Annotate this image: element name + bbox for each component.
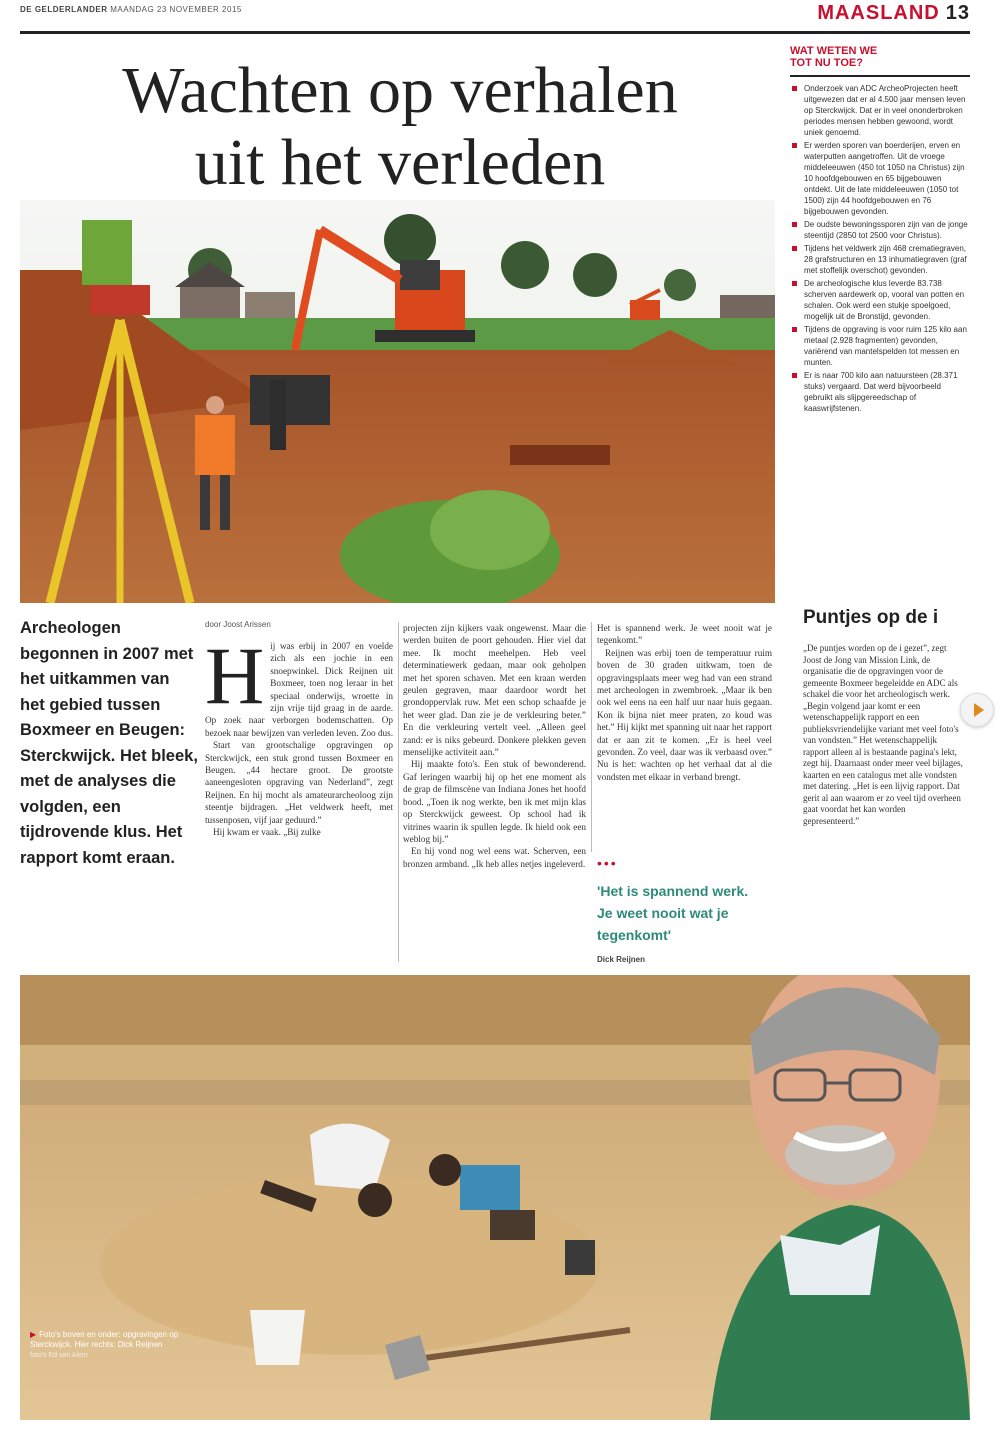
intro-text: Archeologen begonnen in 2007 met het uitkammen van het gebied tussen Boxmeer en Beugen: Sterckwijck. Het bleek, met de analyses die volgden, een tijdrovende klus. Het rapport komt eraan. (20, 619, 198, 867)
excavation-site-illustration (20, 200, 775, 603)
byline: door Joost Arissen (205, 620, 271, 629)
article-paragraph: En hij vond nog wel eens wat. Scherven, een bronzen armband. „Ik heb alles netjes ingeleverd. (403, 846, 586, 869)
header-rule (20, 31, 970, 34)
sidebar-heading-line-1: WAT WETEN WE (790, 45, 878, 57)
sidebar-facts (790, 45, 970, 416)
article-paragraph: Hij maakte foto's. Een stuk of bewonderend. Gaf leringen waarbij hij op het ene moment als de grap de filmscène van Indiana Jones het hoofd bood. „Toen ik nog werkte, ben ik met mijn klas op Sterckwijck geweest. Op school had ik vitrines waarin ik spullen legde. Ik hield ook een weblog bij.” (403, 759, 586, 844)
column-divider (591, 622, 592, 852)
fact-item: Tijdens de opgraving is voor ruim 125 kilo aan metaal (2.928 fragmenten) gevonden, variërend van mantelspelden tot messen en munten. (790, 324, 970, 368)
photo-credit: foto's Ed van Alem (30, 1352, 88, 1359)
next-page-arrow-icon[interactable] (960, 693, 994, 727)
sidebar-rule (790, 75, 970, 77)
article-column-1 (205, 630, 394, 839)
photo-excavation-site (20, 200, 775, 603)
section-header (817, 2, 970, 25)
sidebar-subhead: Puntjes op de i (803, 607, 939, 628)
caption-text: Foto's boven en onder: opgravingen op Sterckwijck. Hier rechts: Dick Reijnen (30, 1330, 179, 1349)
article-column-2 (403, 622, 586, 870)
photo-caption (30, 1330, 180, 1361)
masthead-info (20, 5, 242, 14)
fact-item: De archeologische klus leverde 83.738 scherven aardewerk op, vooral van potten en schalen. Ook werd een stukje spoelgoed, mogelijk uit de Bronstijd, gevonden. (790, 278, 970, 322)
article-paragraph: Het is spannend werk. Je weet nooit wat je tegenkomt.” (597, 623, 772, 646)
headline-line-1: Wachten op verhalen (122, 54, 678, 127)
fact-item: Er is naar 700 kilo aan natuursteen (28.371 stuks) vergaard. Dat werd bijvoorbeeld gebruikt als slijpgereedschap of kaaswrijfstenen. (790, 370, 970, 414)
sidebar-heading (790, 45, 970, 69)
issue-date: MAANDAG 23 NOVEMBER 2015 (110, 5, 242, 14)
fact-item: Er werden sporen van boerderijen, erven en waterputten aangetroffen. Uit de vroege middeleeuwen (450 tot 1050 na Christus) zijn 10 hoofdgebouwen en 65 bijgebouwen ontdekt. Uit de late middeleeuwen (1050 tot 1500) zijn 44 hoofdgebouwen en 76 bijgebouwen gevonden. (790, 140, 970, 217)
fact-item: Onderzoek van ADC ArcheoProjecten heeft uitgewezen dat er al 4.500 jaar mensen leven op Sterckwijck. Dat er in veel ononderbroken periodes mensen hebben gewoond, wordt uniek genoemd. (790, 83, 970, 138)
column-divider (398, 622, 399, 962)
section-name: MAASLAND (817, 2, 940, 24)
sidebar-body: „De puntjes worden op de i gezet”, zegt Joost de Jong van Mission Link, de organisatie die de opgravingen voor de gemeente Boxmeer begeleidde en ADC als schakel die voor het archeologisch werk. „Begin volgend jaar komt er een wetenschappelijk rapport en een publieksvriendelijke variant met veel foto's van vondsten.” Het wetenschappelijk rapport alleen al is bestaande pagina's lekt, zegt hij. Daarnaast onder meer veel bijlages, kaarten en een catalogus met alle vondsten met datering. „Het is een lijvig rapport. Dat gerit al aan waarom er zo veel tijd overheen gaat voordat het kan worden gepresenteerd.” (803, 643, 963, 826)
pullquote: 'Het is spannend werk. Je weet nooit wat je tegenkomt' (597, 883, 749, 943)
article-paragraph: Reijnen was erbij toen de temperatuur ruim boven de 30 graden uitkwam, toen de opgravingsplaats meer weg had van een strand met archeologen in zwembroek. „Maar ik ben ook wel eens na een half uur naar huis gegaan. Kon ik bijna niet meer praten, zo koud was het.” Hij kijkt met spanning uit naar het rapport dat er aan zit te komen. „Er is heel veel gevonden. Zo veel, daar was ik verbaasd over.” Nu is het: wachten op het verhaal dat al die vondsten met elkaar in verband brengt. (597, 647, 772, 782)
fact-item: De oudste bewoningssporen zijn van de jonge steentijd (2850 tot 2500 voor Christus). (790, 219, 970, 241)
article-column-3 (597, 622, 772, 783)
article-paragraph: ij was erbij in 2007 en voelde zich als een jochie in een snoepwinkel. Dick Reijnen uit Boxmeer, toen nog leraar in het speciaal onderwijs, wroette in zijn vrije tijd graag in de aarde. Op zoek naar verborgen bodemschatten. Op bezoek naar bewijzen van verleden leven. Zoo dus. (205, 641, 394, 738)
headline-line-2: uit het verleden (194, 126, 606, 199)
article-paragraph: projecten zijn kijkers vaak ongewenst. Maar die werden buiten de poort gehouden. Hier viel dat mee. Ik mocht meehelpen. Heb veel determinatiewerk gedaan, maar ook geholpen met het sporen schaven. Met een kraan werden geulen gegraven, maar daardoor wordt het grondoppervlak ruw. Met een schop schaafde je het weer glad. Dan zie je de verkleuring beter.” En die verkleuring vertelt veel. „Alleen geel zand: er is niks gebeurd. Donkere plekken geven menselijke activiteit aan.” (403, 623, 586, 758)
caption-marker-icon: ▶ (30, 1330, 37, 1339)
pullquote-dots: ••• (597, 855, 618, 871)
article-paragraph: Hij kwam er vaak. „Bij zulke (213, 827, 321, 838)
paper-name: DE GELDERLANDER (20, 5, 108, 14)
article-paragraph: Start van grootschalige opgravingen op Sterckwijck, een stuk grond tussen Boxmeer en Beugen. „44 hectare groot. De grootste aaneengesloten opgraving van Nederland”, zegt Reijnen. En hij mocht als amateurarcheoloog zijn steentje bijdragen. „Het veldwerk heeft, met tussenposen, vijf jaar geduurd.” (205, 740, 393, 825)
fact-item: Tijdens het veldwerk zijn 468 crematiegraven, 28 grafstructuren en 13 inhumatiegraven (graf met stoffelijk overschot) gevonden. (790, 243, 970, 276)
facts-list (790, 83, 970, 414)
page-number: 13 (945, 2, 970, 24)
drop-cap: H (205, 630, 265, 721)
pullquote-author: Dick Reijnen (597, 955, 646, 964)
headline (40, 55, 760, 199)
sidebar-heading-line-2: TOT NU TOE? (790, 57, 863, 69)
